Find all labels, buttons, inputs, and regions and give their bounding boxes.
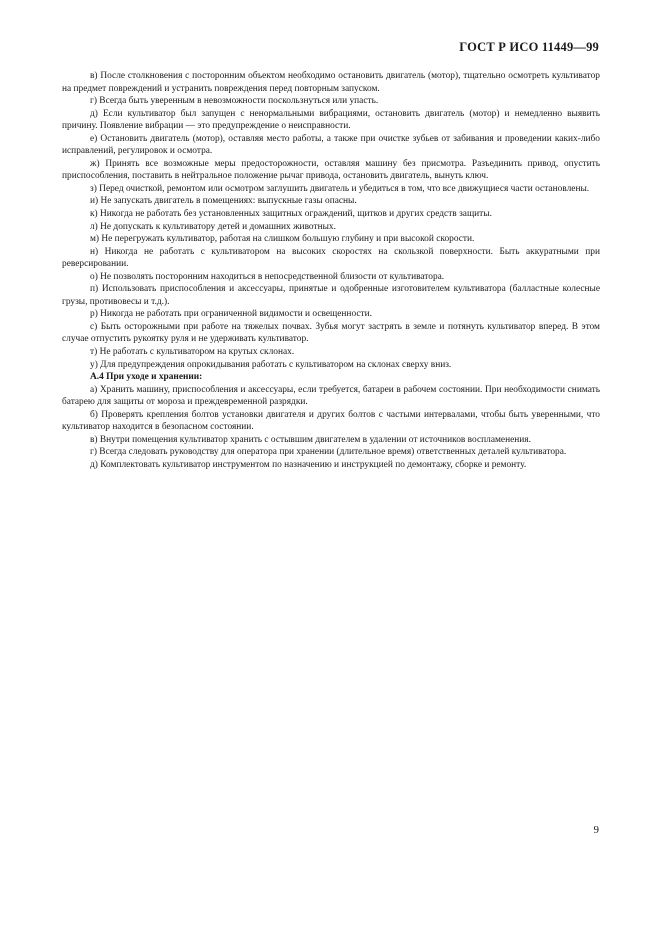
- paragraph-zh: ж) Принять все возможные меры предосторожности, оставляя машину без присмотра. Разъединить привод, опустить приспособления, поставить в нейтральное положение рычаг привода, остановить двигатель, вынуть ключ.: [62, 158, 600, 182]
- paragraph-v: в) После столкновения с посторонним объектом необходимо остановить двигатель (мотор), тщательно осмотреть культиватор на предмет повреждений и устранить повреждения перед повторным запуском.: [62, 71, 600, 94]
- page-number: 9: [593, 824, 599, 836]
- paragraph-l: л) Не допускать к культиватору детей и домашних животных.: [90, 221, 336, 232]
- document-body: [62, 70, 600, 472]
- paragraph-n: н) Никогда не работать с культиватором на высоких скоростях на скользкой поверхности. Быть аккуратными при реверсировании.: [62, 246, 600, 270]
- paragraph-e: е) Остановить двигатель (мотор), оставляя место работы, а также при очистке зубьев от забивания и проведении каких-либо исправлений, регулировок и осмотра.: [62, 133, 600, 157]
- paragraph-u: у) Для предупреждения опрокидывания работать с культиватором на склонах сверху вниз.: [90, 359, 452, 370]
- paragraph-t: т) Не работать с культиватором на крутых склонах.: [90, 347, 295, 358]
- paragraph-m: м) Не перегружать культиватор, работая на слишком большую глубину и при высокой скорости.: [90, 234, 475, 245]
- section-heading: А.4 При уходе и хранении:: [90, 372, 203, 383]
- paragraph-care-g: г) Всегда следовать руководству для оператора при хранении (длительное время) ответственных деталей культиватора.: [90, 447, 567, 458]
- paragraph-p: п) Использовать приспособления и аксессуары, принятые и одобренные изготовителем культиватора (балластные колесные грузы, противовесы и т.д.).: [62, 284, 600, 307]
- paragraph-care-v: в) Внутри помещения культиватор хранить с остывшим двигателем в удалении от источников воспламенения.: [90, 434, 531, 445]
- paragraph-care-d: д) Комплектовать культиватор инструментом по назначению и инструкцией по демонтажу, сборке и ремонту.: [90, 459, 527, 470]
- paragraph-care-b: б) Проверять крепления болтов установки двигателя и других болтов с частыми интервалами, чтобы быть уверенными, что культиватор находится в безопасном состоянии.: [62, 409, 600, 433]
- document-header: ГОСТ Р ИСО 11449—99: [459, 40, 599, 54]
- paragraph-z: з) Перед очисткой, ремонтом или осмотром заглушить двигатель и убедиться в том, что все движущиеся части остановлены.: [90, 183, 590, 194]
- paragraph-s: с) Быть осторожными при работе на тяжелых почвах. Зубья могут застрять в земле и потянуть культиватор вперед. В этом случае отпустить рукоятку руля и не удерживать культиватор.: [62, 321, 600, 345]
- paragraph-i: и) Не запускать двигатель в помещениях: выпускные газы опасны.: [90, 196, 357, 207]
- paragraph-g: г) Всегда быть уверенным в невозможности поскользнуться или упасть.: [90, 96, 379, 107]
- paragraph-care-a: а) Хранить машину, приспособления и аксессуары, если требуется, батареи в рабочем состоянии. При необходимости снимать батарею для защиты от мороза и преждевременной разрядки.: [62, 384, 600, 408]
- paragraph-k: к) Никогда не работать без установленных защитных ограждений, щитков и других средств защиты.: [90, 209, 492, 220]
- paragraph-o: о) Не позволять посторонним находиться в непосредственной близости от культиватора.: [90, 271, 445, 282]
- paragraph-d: д) Если культиватор был запущен с ненормальными вибрациями, остановить двигатель (мотор) и немедленно выявить причину. Появление вибрации — это предупреждение о неисправности.: [62, 108, 600, 132]
- paragraph-r: р) Никогда не работать при ограниченной видимости и освещенности.: [90, 309, 372, 320]
